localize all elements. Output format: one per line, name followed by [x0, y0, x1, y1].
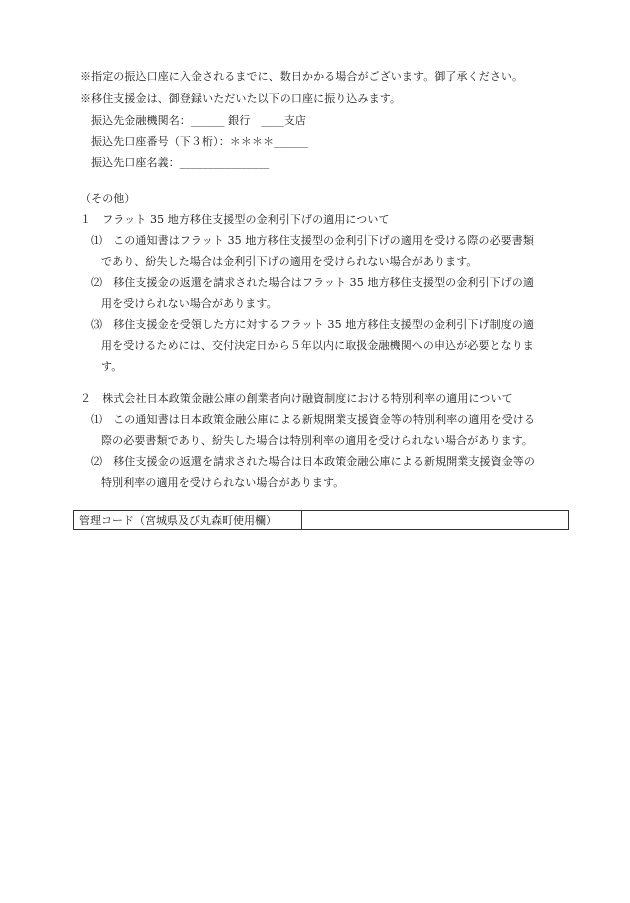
management-code-label: 管理コード（宮城県及び丸森町使用欄）	[74, 511, 302, 529]
section-2-item-1-line-2: 際の必要書類であり、紛失した場合は特別利率の適用を受けられない場合があります。	[101, 434, 534, 447]
section-1-title: １ フラット 35 地方移住支援型の金利引下げの適用について	[80, 213, 390, 226]
section-1-item-2-line-2: 用を受けられない場合があります。	[101, 297, 278, 310]
section-1-item-3-line-3: す。	[101, 360, 123, 373]
note-transfer-delay: ※指定の振込口座に入金されるまでに、数日かかる場合がございます。御了承ください。	[80, 70, 524, 83]
other-heading: （その他）	[80, 192, 136, 205]
account-number-line: 振込先口座番号（下３桁）：＊＊＊＊______	[91, 135, 308, 148]
section-2-title: ２ 株式会社日本政策金融公庫の創業者向け融資制度における特別利率の適用について	[80, 392, 513, 405]
section-2-item-2-line-1: ⑵ 移住支援金の返還を請求された場合は日本政策金融公庫による新規開業支援資金等の	[91, 455, 535, 468]
section-2-item-1-line-1: ⑴ この通知書は日本政策金融公庫による新規開業支援資金等の特別利率の適用を受ける	[91, 413, 535, 426]
section-1-item-3-line-1: ⑶ 移住支援金を受領した方に対するフラット 35 地方移住支援型の金利引下げ制度の適	[91, 318, 534, 331]
section-1-item-2-line-1: ⑵ 移住支援金の返還を請求された場合はフラット 35 地方移住支援型の金利引下げの適	[91, 276, 534, 289]
note-transfer-account: ※移住支援金は、御登録いただいた以下の口座に振り込みます。	[80, 92, 402, 105]
section-1-item-1-line-1: ⑴ この通知書はフラット 35 地方移住支援型の金利引下げの適用を受ける際の必要書類	[91, 234, 534, 247]
account-holder-line: 振込先口座名義：________________	[91, 156, 270, 169]
bank-name-line: 振込先金融機関名：______ 銀行 ____支店	[91, 114, 306, 127]
management-code-table	[73, 510, 569, 530]
section-2-item-2-line-2: 特別利率の適用を受けられない場合があります。	[101, 476, 345, 489]
section-1-item-3-line-2: 用を受けるためには、交付決定日から５年以内に取扱金融機関への申込が必要となりま	[101, 339, 534, 352]
section-1-item-1-line-2: であり、紛失した場合は金利引下げの適用を受けられない場合があります。	[101, 255, 478, 268]
management-code-value	[302, 511, 568, 529]
